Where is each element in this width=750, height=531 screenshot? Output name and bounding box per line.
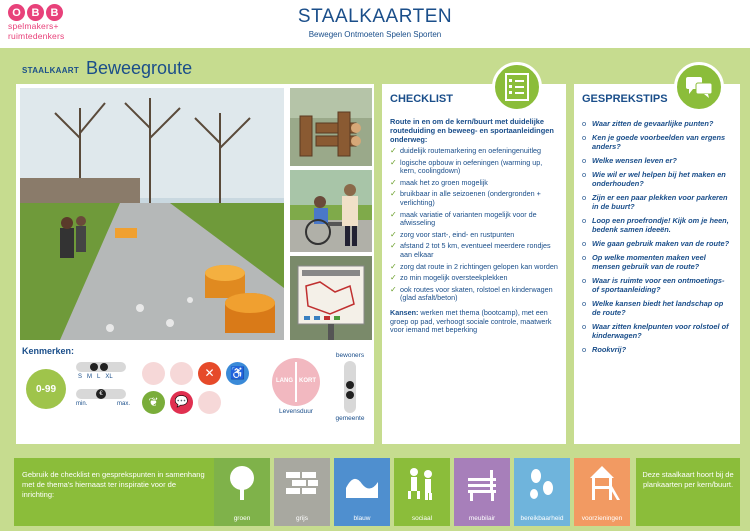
photo-logs bbox=[290, 88, 372, 166]
tip-item: o Welke kansen biedt het landschap op de route? bbox=[582, 299, 732, 317]
tip-item: o Op welke momenten maken veel mensen gebruik van de route? bbox=[582, 253, 732, 271]
logo-line1: spelmakers+ bbox=[8, 21, 59, 31]
tip-item: o Waar zitten knelpunten voor rolstoel of kinderwagen? bbox=[582, 322, 732, 340]
theme-tile-meubilair[interactable] bbox=[454, 458, 510, 526]
checklist-item: ✓ ook routes voor skaten, rolstoel en kinderwagen (glad asfalt/beton) bbox=[390, 286, 558, 303]
tile-label: groen bbox=[233, 515, 251, 522]
photo-panel bbox=[16, 84, 374, 444]
tip-item: o Wie gaan gebruik maken van de route? bbox=[582, 239, 732, 248]
people-icon bbox=[404, 464, 440, 504]
ownership-slider bbox=[328, 352, 372, 432]
cost-max: max. bbox=[116, 401, 130, 407]
theme-tile-blauw[interactable] bbox=[334, 458, 390, 526]
tip-item: o Loop een proefrondje! Kijk om je heen, bedenk samen ideeën. bbox=[582, 216, 732, 234]
page-title: STAALKAARTEN bbox=[297, 6, 453, 27]
residents-label: bewoners bbox=[335, 352, 365, 359]
tip-item: o Waar zitten de gevaarlijke punten? bbox=[582, 119, 732, 128]
theme-tile-grijs[interactable] bbox=[274, 458, 330, 526]
size-slider: S M L XL € min. max. bbox=[76, 362, 134, 412]
tip-item: o Welke wensen leven er? bbox=[582, 156, 732, 165]
age-badge: 0-99 bbox=[26, 369, 66, 409]
checklist-item: ✓ bruikbaar in alle seizoenen (ondergronden + verlichting) bbox=[390, 190, 558, 207]
chat-icon: 💬 bbox=[170, 391, 193, 414]
opportunities-text: werken met thema (bootcamp), met een groep op pad, verhoogt sociale controle, maatwerk voor iemand met beperking bbox=[390, 307, 552, 335]
tile-label: bereikbaarheid bbox=[520, 515, 564, 522]
lifespan-long: LANG bbox=[276, 378, 293, 384]
checklist-item: ✓ logische opbouw in oefeningen (warming up, kern, coolingdown) bbox=[390, 159, 558, 176]
footprints-icon bbox=[524, 464, 560, 504]
lifespan-indicator bbox=[268, 358, 324, 418]
tips-title: GESPREKSTIPS bbox=[582, 93, 668, 105]
theme-tile-bereikbaarheid[interactable] bbox=[514, 458, 570, 526]
municipality-label: gemeente bbox=[335, 415, 365, 422]
nature-icon: ❦ bbox=[142, 391, 165, 414]
tip-item: o Zijn er een paar plekken voor parkeren in de buurt? bbox=[582, 193, 732, 211]
header bbox=[0, 0, 750, 48]
page-subtitle: Bewegen Ontmoeten Spelen Sporten bbox=[308, 30, 442, 39]
tile-label: grijs bbox=[296, 515, 308, 522]
footer-note: Deze staalkaart hoort bij de plankaarten per kern/buurt. bbox=[636, 458, 740, 526]
checklist-item: ✓ maak het zo groen mogelijk bbox=[390, 179, 558, 188]
wheelchair-icon: ♿ bbox=[226, 362, 249, 385]
tip-item: o Wie wil er wel helpen bij het maken en onderhouden? bbox=[582, 170, 732, 188]
sport-icon: ✕ bbox=[198, 362, 221, 385]
opportunities bbox=[390, 309, 558, 335]
checklist-intro: Route in en om de kern/buurt met duidelijke routeduiding en beweeg- en sportaanleidingen onderweg: bbox=[390, 117, 554, 144]
card-label: STAALKAART bbox=[22, 66, 80, 75]
logo-letter: O bbox=[8, 4, 25, 21]
footer bbox=[0, 454, 750, 531]
lifespan-label: Levensduur bbox=[279, 408, 313, 415]
tile-label: voorzieningen bbox=[581, 515, 623, 522]
tile-label: sociaal bbox=[411, 515, 433, 522]
size-s: S bbox=[78, 374, 83, 380]
size-l: L bbox=[97, 374, 101, 380]
features-title: Kenmerken: bbox=[22, 346, 75, 356]
logo-letter: B bbox=[46, 4, 63, 21]
logo-line2: ruimtedenkers bbox=[8, 31, 65, 41]
footer-instructions: Gebruik de checklist en gesprekspunten in samenhang met de thema's hiernaast ter inspiratie voor de inrichting: bbox=[14, 458, 214, 526]
tip-item: o Rookvrij? bbox=[582, 345, 732, 354]
tree-icon bbox=[224, 464, 260, 504]
playground-icon bbox=[584, 464, 620, 504]
bricks-icon bbox=[284, 464, 320, 504]
size-xl: XL bbox=[105, 374, 113, 380]
activity-icons bbox=[142, 362, 260, 414]
logo-letter: B bbox=[27, 4, 44, 21]
opportunities-label: Kansen: bbox=[390, 307, 419, 317]
photo-route-map-sign bbox=[290, 256, 372, 340]
size-m: M bbox=[87, 374, 93, 380]
photo-wheelchair bbox=[290, 170, 372, 252]
wave-icon bbox=[344, 464, 380, 504]
tile-label: blauw bbox=[353, 515, 371, 522]
play-icon bbox=[198, 391, 221, 414]
checklist-item: ✓ afstand 2 tot 5 km, eventueel meerdere rondjes aan elkaar bbox=[390, 242, 558, 259]
checklist-panel bbox=[382, 84, 566, 444]
theme-tile-sociaal[interactable] bbox=[394, 458, 450, 526]
bench-icon bbox=[464, 464, 500, 504]
tip-item: o Waar is ruimte voor een ontmoetings- of sportaanleiding? bbox=[582, 276, 732, 294]
speech-bubbles-icon bbox=[674, 62, 724, 112]
theme-tile-groen[interactable] bbox=[214, 458, 270, 526]
checklist-item: ✓ zorg voor start-, eind- en rustpunten bbox=[390, 231, 558, 240]
main-content bbox=[0, 48, 750, 454]
ball-icon bbox=[142, 362, 165, 385]
tips-list bbox=[582, 119, 732, 354]
theme-tile-voorzieningen[interactable] bbox=[574, 458, 630, 526]
checklist-items bbox=[390, 147, 558, 303]
checklist-item: ✓ zo min mogelijk oversteekplekken bbox=[390, 274, 558, 283]
tile-label: meubilair bbox=[468, 515, 496, 522]
card-heading: Beweegroute bbox=[86, 58, 193, 78]
checklist-item: ✓ zorg dat route in 2 richtingen gelopen kan worden bbox=[390, 263, 558, 272]
lifespan-short: KORT bbox=[299, 378, 316, 384]
running-icon bbox=[170, 362, 193, 385]
conversation-tips-panel bbox=[574, 84, 740, 444]
checklist-icon bbox=[492, 62, 542, 112]
checklist-item: ✓ duidelijk routemarkering en oefeningenuitleg bbox=[390, 147, 558, 156]
tip-item: o Ken je goede voorbeelden van ergens anders? bbox=[582, 133, 732, 151]
main-photo bbox=[20, 88, 284, 340]
cost-min: min. bbox=[76, 401, 88, 407]
checklist-title: CHECKLIST bbox=[390, 93, 453, 105]
checklist-item: ✓ maak variatie of varianten mogelijk voor de afwisseling bbox=[390, 211, 558, 228]
